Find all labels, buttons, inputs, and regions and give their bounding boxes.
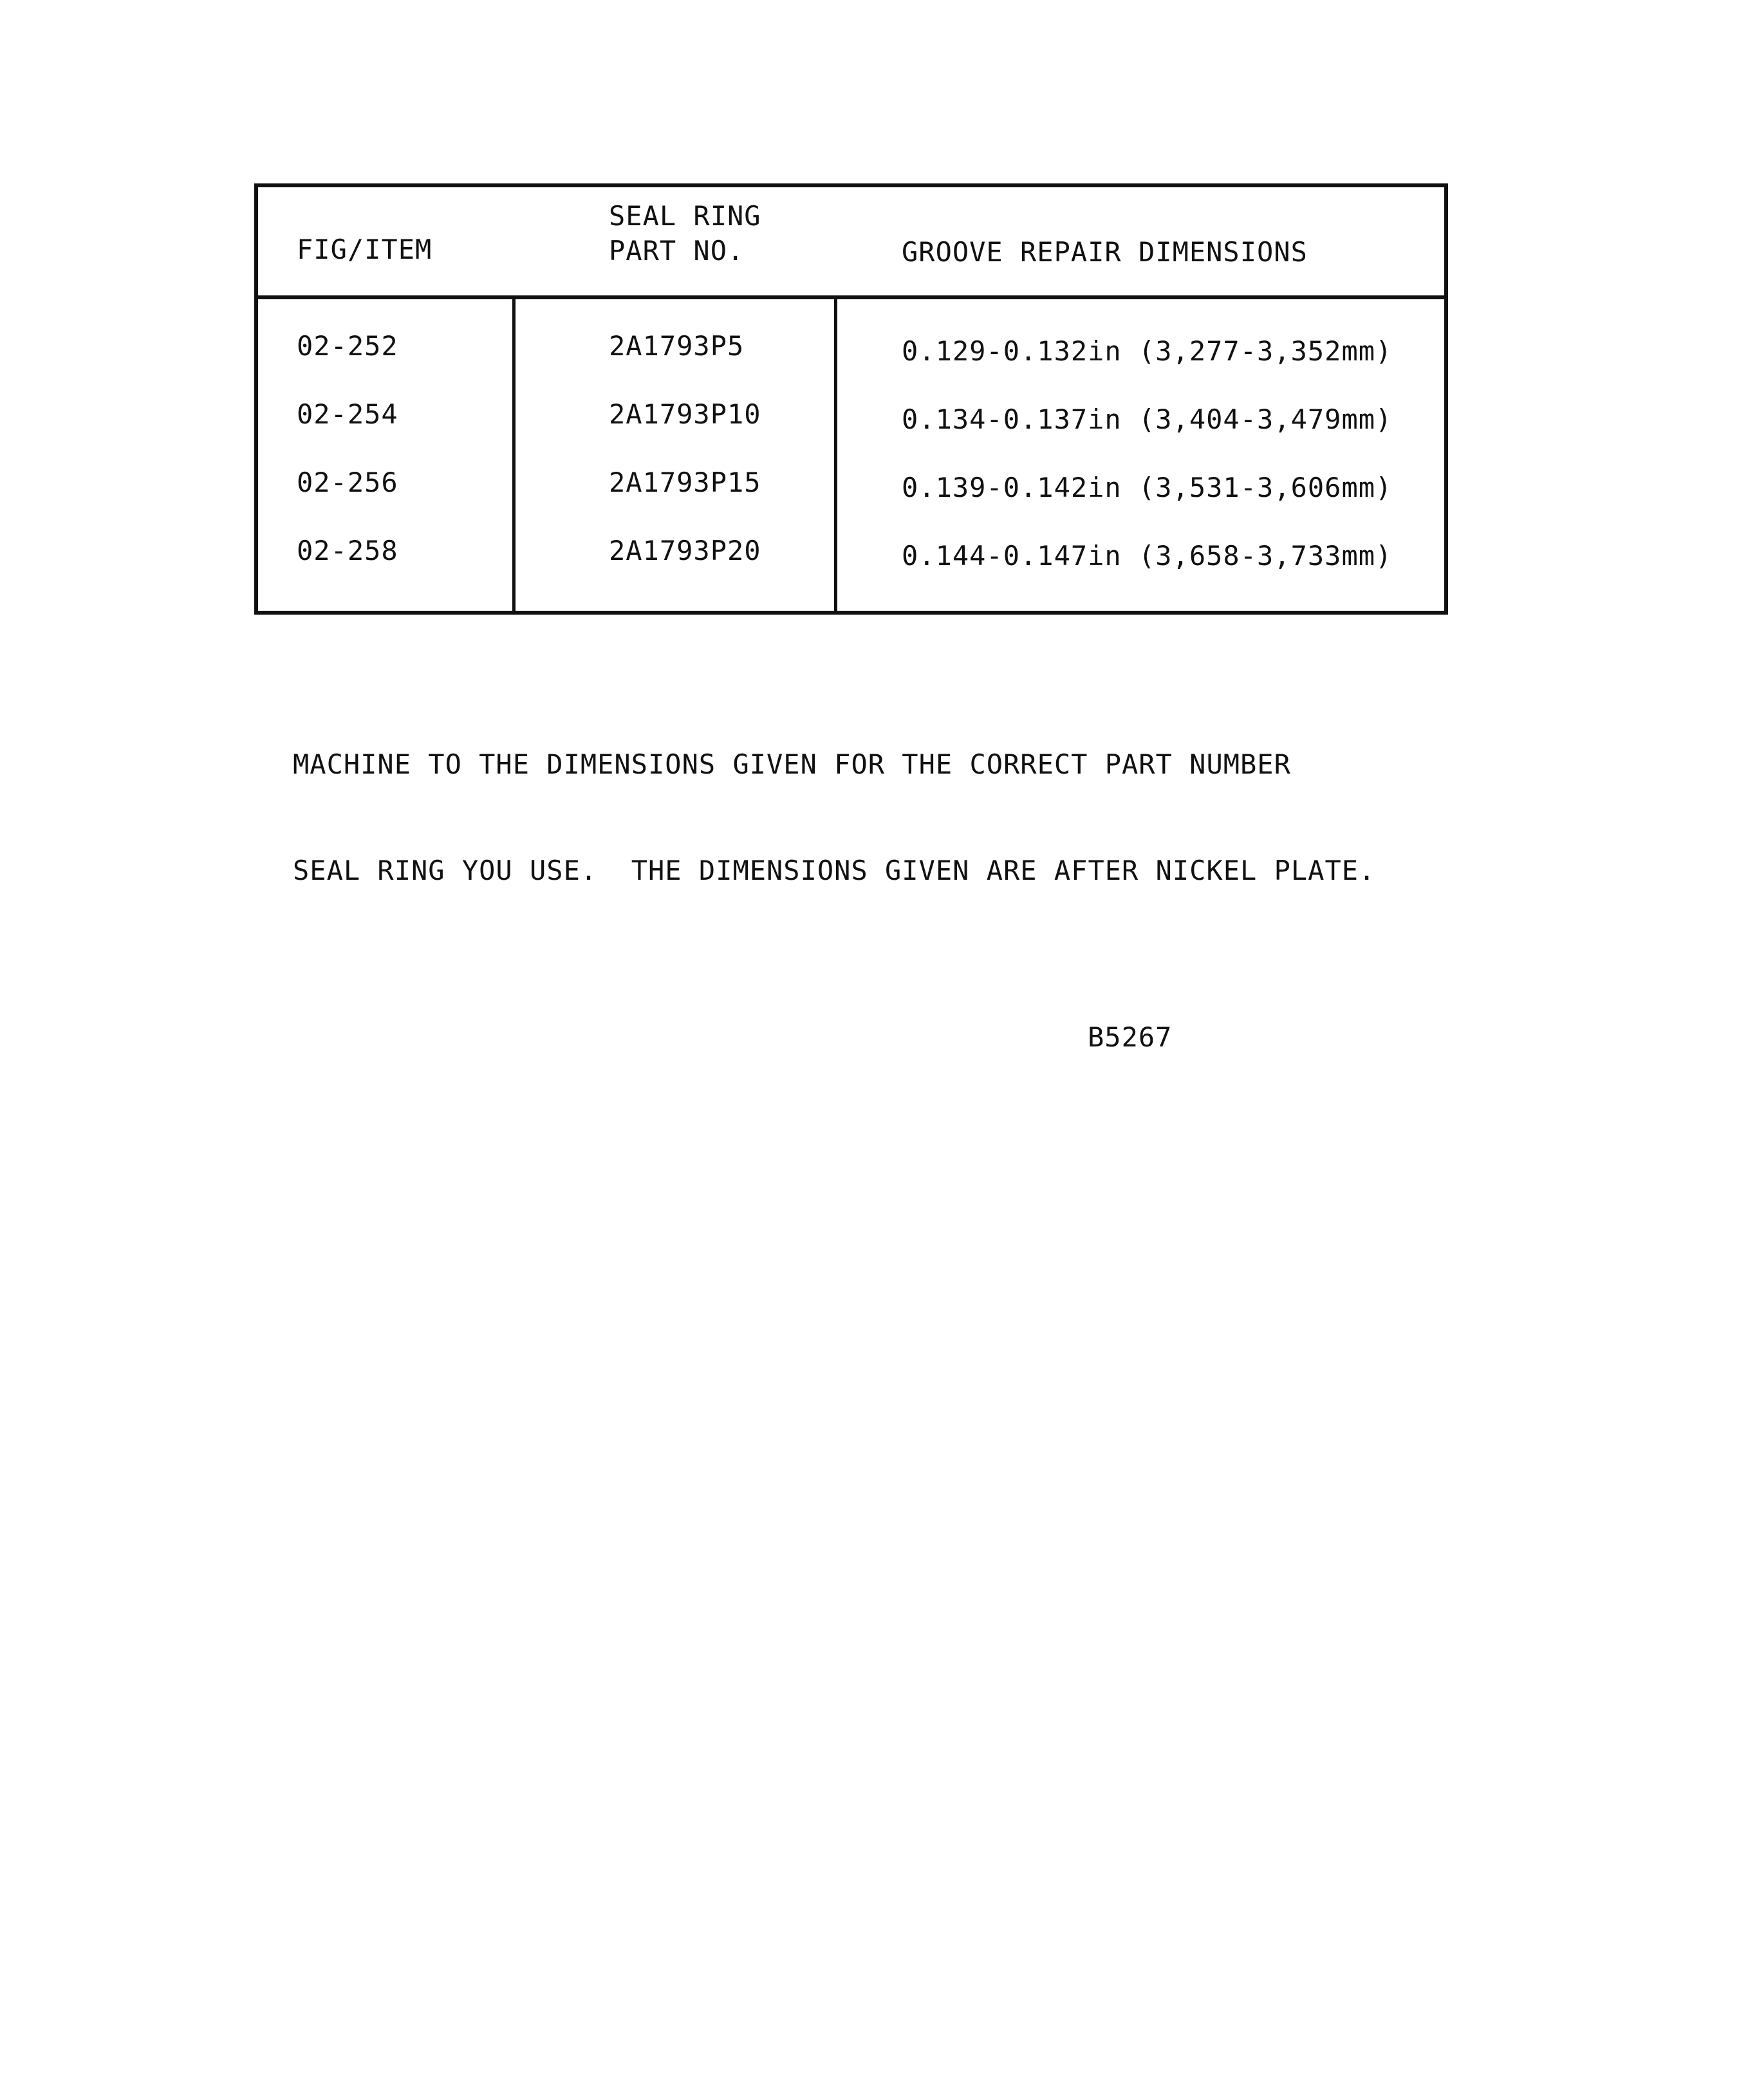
header-groove-repair-dimensions: GROOVE REPAIR DIMENSIONS [902, 236, 1308, 268]
cell-part-no: 2A1793P20 [609, 535, 761, 566]
header-seal-ring-line2: PART NO. [609, 235, 745, 266]
cell-part-no: 2A1793P15 [609, 467, 761, 498]
note-line-2: SEAL RING YOU USE. THE DIMENSIONS GIVEN ARE AFTER NICKEL PLATE. [293, 855, 1376, 886]
cell-fig-item: 02-252 [297, 330, 398, 362]
cell-groove-dimensions: 0.144-0.147in (3,658-3,733mm) [902, 540, 1393, 571]
cell-fig-item: 02-254 [297, 398, 398, 430]
header-seal-ring-line1: SEAL RING [609, 200, 761, 232]
table-row [258, 329, 1444, 367]
cell-part-no: 2A1793P5 [609, 330, 745, 362]
table-row [258, 465, 1444, 503]
header-fig-item: FIG/ITEM [297, 234, 432, 265]
header-divider [258, 295, 1444, 299]
cell-fig-item: 02-258 [297, 535, 398, 566]
cell-groove-dimensions: 0.139-0.142in (3,531-3,606mm) [902, 472, 1393, 503]
cell-groove-dimensions: 0.134-0.137in (3,404-3,479mm) [902, 404, 1393, 435]
table-row [258, 397, 1444, 435]
document-code: B5267 [1088, 1021, 1173, 1053]
groove-repair-table [254, 183, 1448, 615]
cell-part-no: 2A1793P10 [609, 398, 761, 430]
machining-note [293, 676, 1375, 959]
header-seal-ring-part-no [609, 199, 761, 268]
cell-fig-item: 02-256 [297, 467, 398, 498]
note-line-1: MACHINE TO THE DIMENSIONS GIVEN FOR THE CORRECT PART NUMBER [293, 748, 1291, 780]
cell-groove-dimensions: 0.129-0.132in (3,277-3,352mm) [902, 335, 1393, 367]
table-row [258, 534, 1444, 571]
